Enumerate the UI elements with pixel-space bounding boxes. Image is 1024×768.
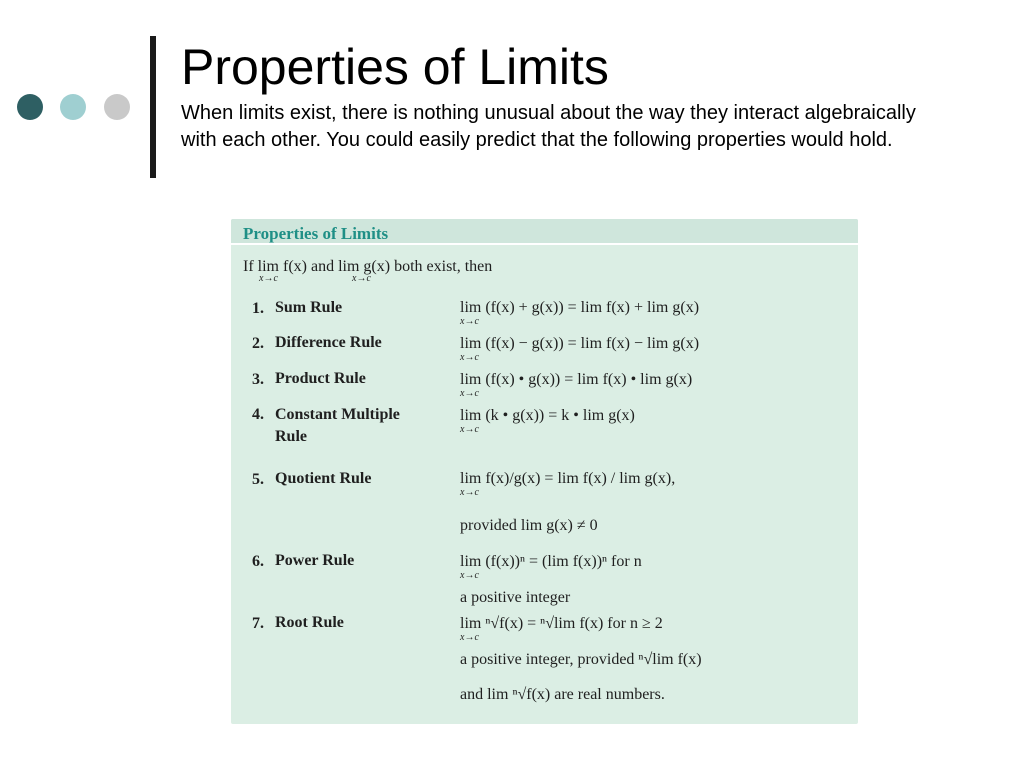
rule-name-root: Root Rule xyxy=(275,614,344,631)
rule-formula-product: lim (f(x) • g(x)) = lim f(x) • lim g(x) xyxy=(460,371,693,388)
lim-subscript: x→c xyxy=(259,273,278,284)
rule-number: 5. xyxy=(252,471,264,488)
rule-formula-quotient: lim f(x)/g(x) = lim f(x) / lim g(x), xyxy=(460,470,676,487)
rule-number: 2. xyxy=(252,335,264,352)
title-accent-bar xyxy=(150,36,156,178)
rule-formula-power: lim (f(x))ⁿ = (lim f(x))ⁿ for n xyxy=(460,553,642,570)
lim-subscript: x→c xyxy=(460,424,479,435)
bullet-dot-teal xyxy=(60,94,86,120)
rule-name-power: Power Rule xyxy=(275,552,355,569)
lim-subscript: x→c xyxy=(460,316,479,327)
lim-subscript: x→c xyxy=(460,487,479,498)
limits-condition: If lim f(x) and lim g(x) both exist, then xyxy=(243,258,493,275)
bullet-dot-gray xyxy=(104,94,130,120)
rule-formula-root: lim ⁿ√f(x) = ⁿ√lim f(x) for n ≥ 2 xyxy=(460,615,663,632)
slide-intro-text: When limits exist, there is nothing unusual about the way they interact algebraically with each other. You could easily predict that the following properties would hold. xyxy=(181,102,916,151)
rule-number: 3. xyxy=(252,371,264,388)
lim-subscript: x→c xyxy=(460,388,479,399)
properties-table-title: Properties of Limits xyxy=(243,224,389,243)
rule-number: 7. xyxy=(252,615,264,632)
rule-number: 1. xyxy=(252,300,264,317)
rule-note-root: a positive integer, provided ⁿ√lim f(x) xyxy=(460,651,702,668)
rule-note-power: a positive integer xyxy=(460,589,571,606)
rule-name-difference: Difference Rule xyxy=(275,334,382,351)
rule-number: 4. xyxy=(252,406,264,423)
slide-title: Properties of Limits xyxy=(181,39,609,95)
rule-name-constant-multiple: Constant Multiple Rule xyxy=(275,406,400,445)
rule-formula-sum: lim (f(x) + g(x)) = lim f(x) + lim g(x) xyxy=(460,299,700,316)
rule-formula-constant-multiple: lim (k • g(x)) = k • lim g(x) xyxy=(460,407,635,424)
lim-subscript: x→c xyxy=(352,273,371,284)
rule-note-root-cont: and lim ⁿ√f(x) are real numbers. xyxy=(460,686,665,703)
lim-subscript: x→c xyxy=(460,352,479,363)
lim-subscript: x→c xyxy=(460,570,479,581)
rule-number: 6. xyxy=(252,553,264,570)
bullet-dot-dark xyxy=(17,94,43,120)
rule-formula-difference: lim (f(x) − g(x)) = lim f(x) − lim g(x) xyxy=(460,335,700,352)
properties-table xyxy=(231,219,858,724)
rule-name-quotient: Quotient Rule xyxy=(275,470,372,487)
rule-note-quotient: provided lim g(x) ≠ 0 xyxy=(460,517,598,534)
rule-name-sum: Sum Rule xyxy=(275,299,343,316)
rule-name-product: Product Rule xyxy=(275,370,366,387)
lim-subscript: x→c xyxy=(460,632,479,643)
